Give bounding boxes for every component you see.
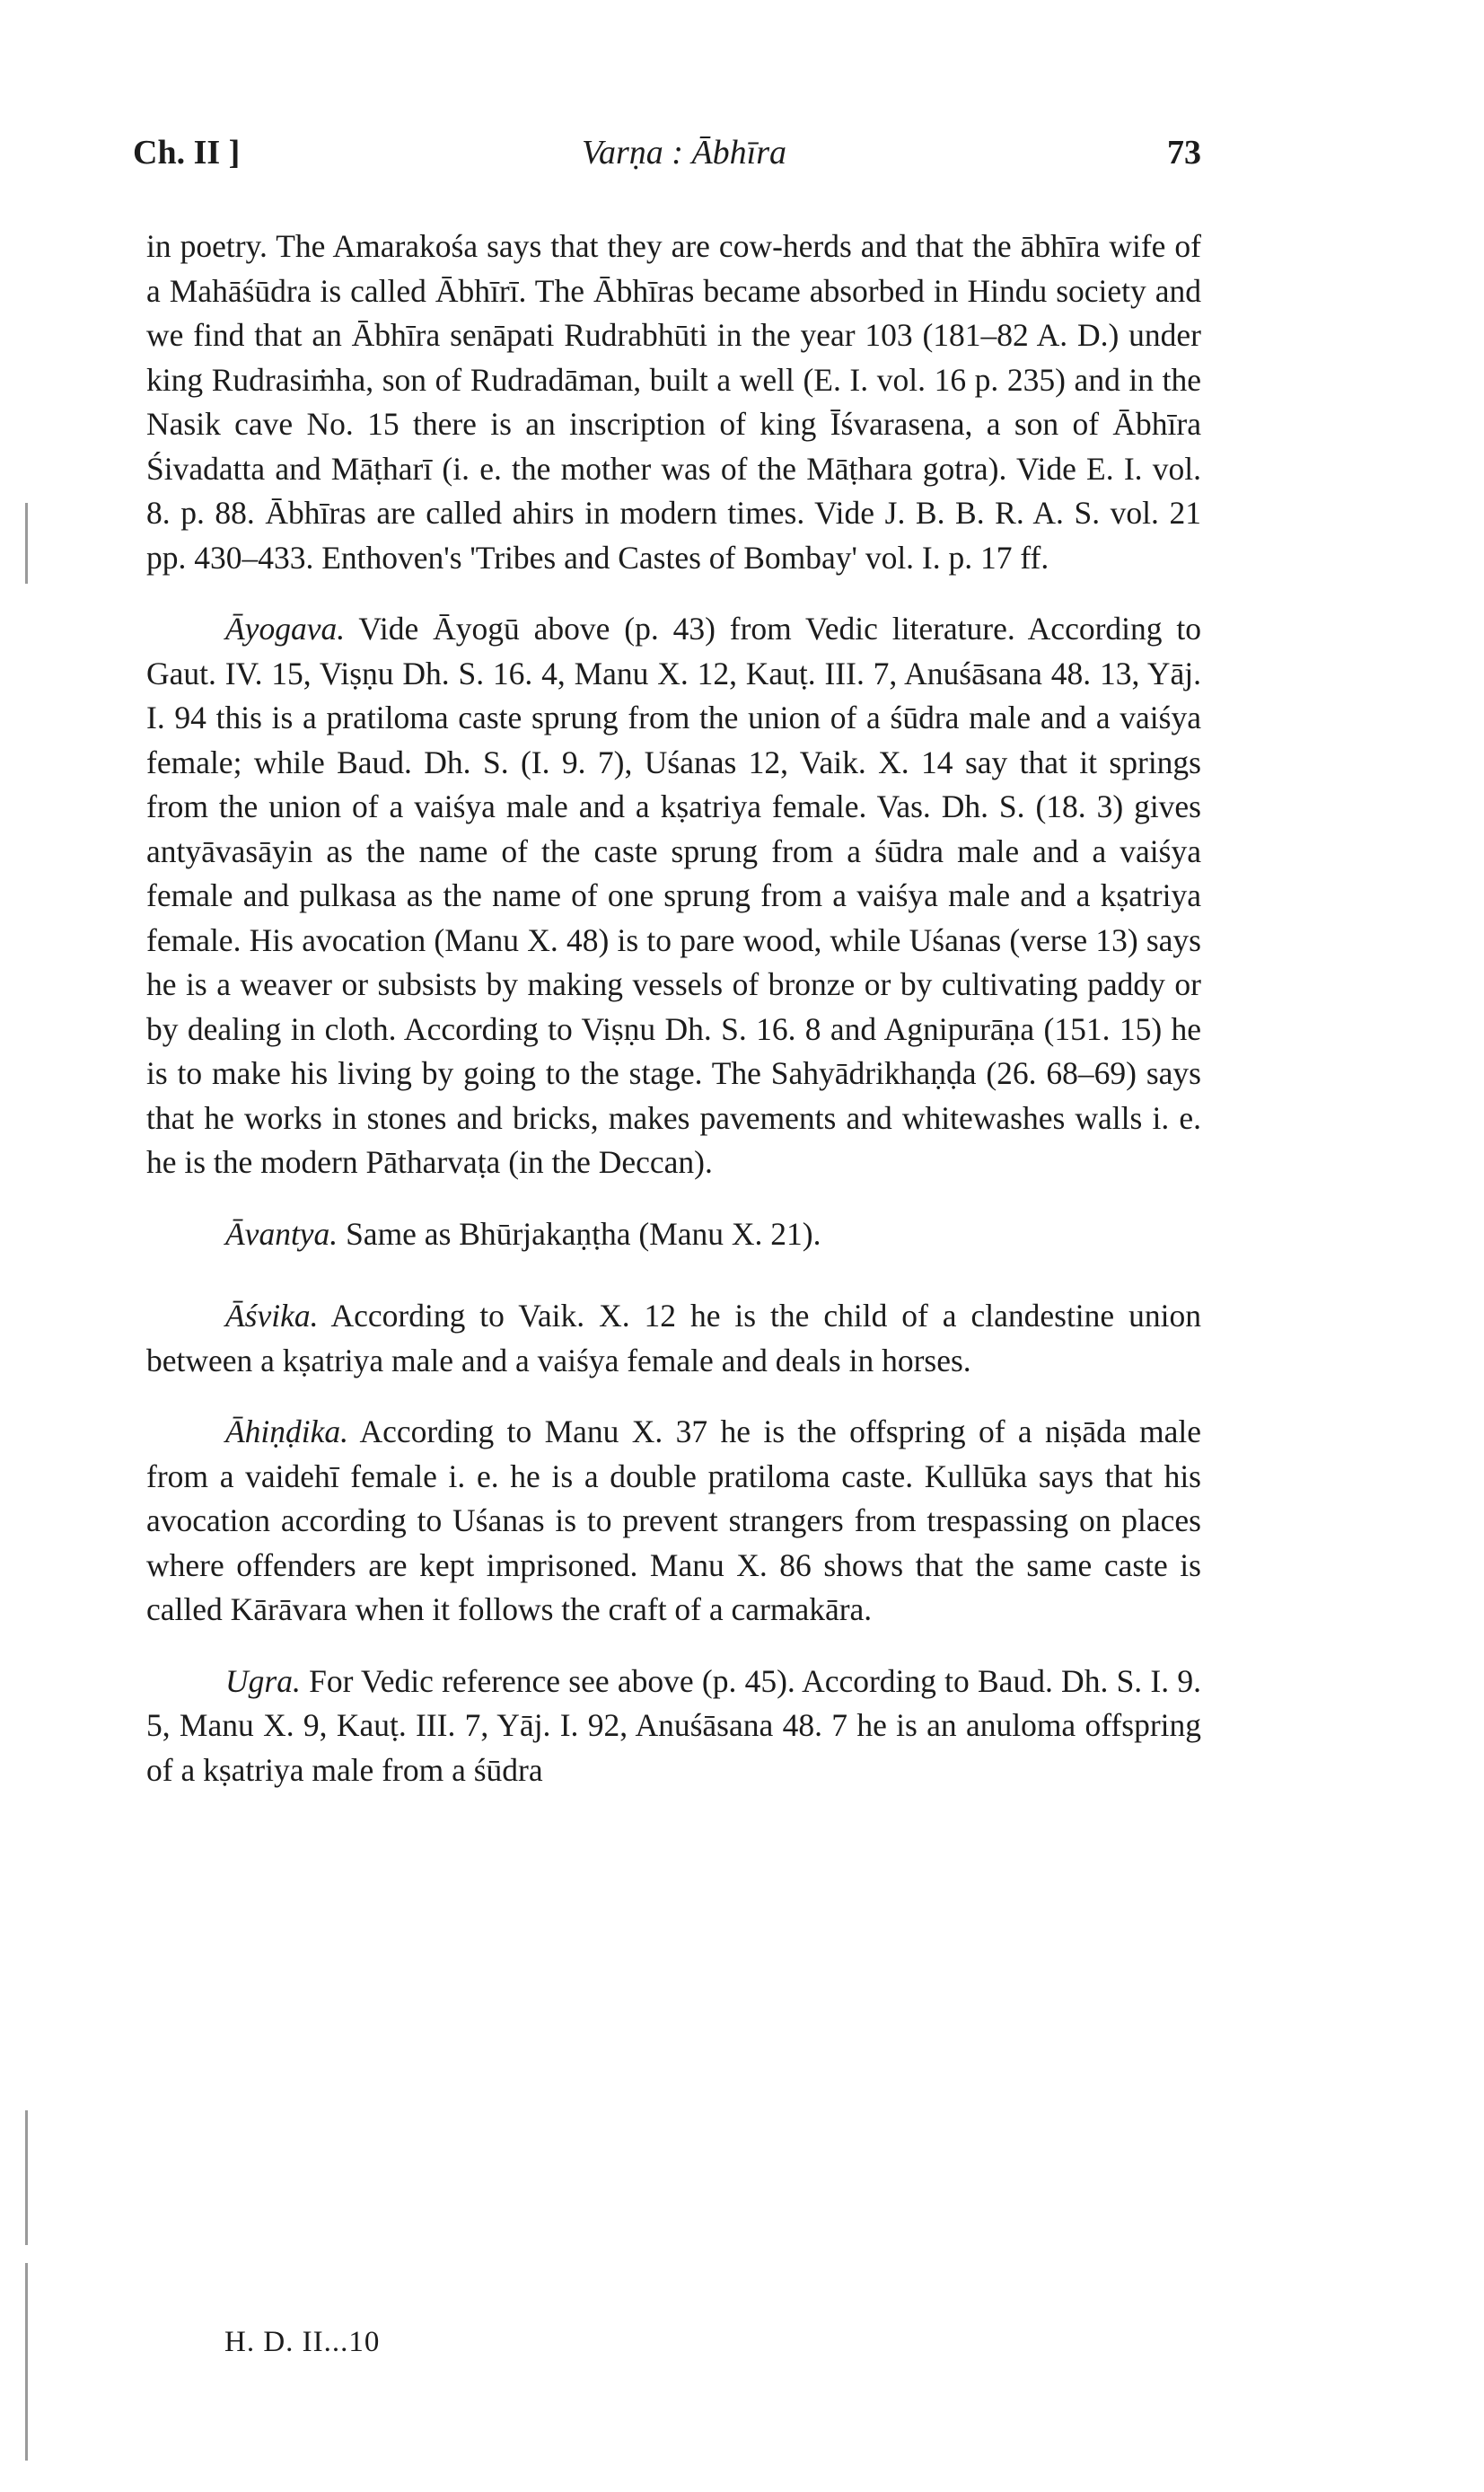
entry-term: Āyogava. (225, 611, 346, 647)
scan-margin-line (25, 2263, 28, 2461)
entry-text: Vide Āyogū above (p. 43) from Vedic literature. According to Gaut. IV. 15, Viṣṇu Dh. S. 16. 4, Manu X. 12, Kauṭ. III. 7, Anuśāsana 48. 13, Yāj. I. 94 this is a pratiloma caste sprung from the union of a śūdra male and a vaiśya female; while Baud. Dh. S. (I. 9. 7), Uśanas 12, Vaik. X. 14 say that it springs from the union of a vaiśya male and a kṣatriya female. Vas. Dh. S. (18. 3) gives antyāvasāyin as the name of the caste sprung from a śūdra male and a vaiśya female and pulkasa as the name of one sprung from a vaiśya male and a kṣatriya female. His avocation (Manu X. 48) is to pare wood, while Uśanas (verse 13) says he is a weaver or subsists by making vessels of bronze or by cultivating paddy or by dealing in cloth. According to Viṣṇu Dh. S. 16. 8 and Agnipurāṇa (151. 15) he is to make his living by going to the stage. The Sahyādrikhaṇḍa (26. 68–69) says that he works in stones and bricks, makes pavements and whitewashes walls i. e. he is the modern Pātharvaṭa (in the Deccan). (146, 611, 1202, 1180)
entry-avantya (146, 1212, 1201, 1257)
entry-asvika (146, 1294, 1201, 1383)
paragraph-text: in poetry. The Amarakośa says that they are cow-herds and that the ābhīra wife of a Mahāśūdra is called Ābhīrī. The Ābhīras became absorbed in Hindu society and we find that an Ābhīra senāpati Rudrabhūti in the year 103 (181–82 A. D.) under king Rudrasiṁha, son of Rudradāman, built a well (E. I. vol. 16 p. 235) and in the Nasik cave No. 15 there is an inscription of king Īśvarasena, a son of Ābhīra Śivadatta and Māṭharī (i. e. the mother was of the Māṭhara gotra). Vide E. I. vol. 8. p. 88. Ābhīras are called ahirs in modern times. Vide J. B. B. R. A. S. vol. 21 pp. 430–433. Enthoven's 'Tribes and Castes of Bombay' vol. I. p. 17 ff. (146, 228, 1201, 576)
entry-term: Āvantya. (225, 1215, 338, 1252)
signature-mark: H. D. II...10 (224, 2326, 381, 2358)
page-number: 73 (1167, 134, 1201, 172)
entry-ugra (146, 1660, 1201, 1793)
scan-margin-line (25, 503, 28, 584)
entry-text: Same as Bhūrjakaṇṭha (Manu X. 21). (346, 1215, 821, 1252)
entry-ahindika (146, 1410, 1201, 1633)
entry-term: Ugra. (225, 1662, 301, 1699)
entry-text: For Vedic reference see above (p. 45). According to Baud. Dh. S. I. 9. 5, Manu X. 9, Kauṭ. III. 7, Yāj. I. 92, Anuśāsana 48. 7 he is an anuloma offspring of a kṣatriya male from a śūdra (146, 1662, 1201, 1788)
running-title: Varṇa : Ābhīra (582, 134, 786, 172)
entry-text: According to Manu X. 37 he is the offspring of a niṣāda male from a vaidehī female i. e. he is a double pratiloma caste. Kullūka says that his avocation according to Uśanas is to prevent strangers from trespassing on places where offenders are kept imprisoned. Manu X. 86 shows that the same caste is called Kārāvara when it follows the craft of a carmakāra. (146, 1413, 1201, 1627)
chapter-label: Ch. II ] (133, 134, 241, 172)
entry-text: According to Vaik. X. 12 he is the child of a clandestine union between a kṣatriya male and a vaiśya female and deals in horses. (146, 1298, 1201, 1378)
scan-margin-line (25, 2110, 28, 2245)
running-header (133, 133, 1201, 187)
entry-term: Āśvika. (225, 1298, 319, 1334)
entry-ayogava (146, 607, 1201, 1185)
page-body (146, 225, 1201, 1819)
paragraph-continuation (146, 225, 1201, 580)
entry-term: Āhiṇḍika. (225, 1413, 349, 1449)
